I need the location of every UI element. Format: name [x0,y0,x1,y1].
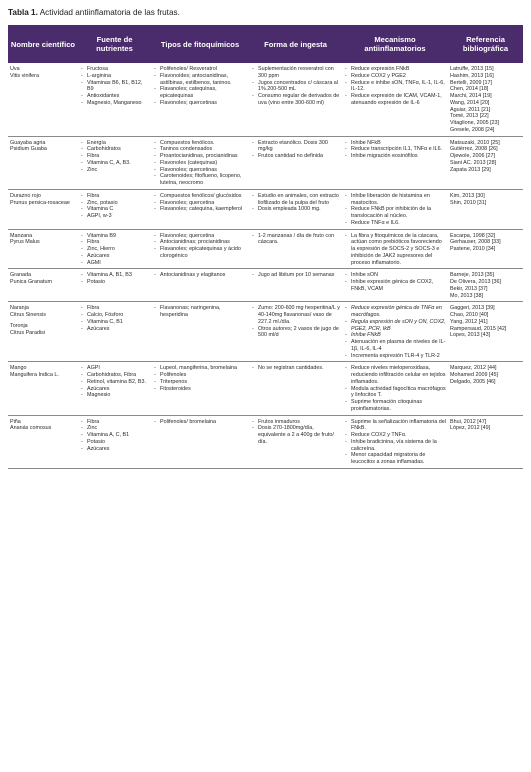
list-item: - Flavanonas; naringenina, hesperidina [153,305,247,319]
list-item: - Menor capacidad migratoria de leucocitos a zonas inflamadas. [344,452,446,466]
cell-scientific-name [8,269,78,302]
list-item: - Reduce COX2 y TNFα. [344,432,446,439]
header-mechanism: Mecanismo antiinflamatorios [342,25,448,63]
cell-references-list [450,305,521,339]
list-item: - Vitamina B9 [80,233,149,240]
cell-references-list [450,66,521,134]
table-row [8,415,523,468]
list-item: - Modula actividad fagocítica macrófagos y linfocitos T. [344,386,446,400]
cell-references-list [450,365,521,385]
cell-intake-list [251,193,340,213]
cell-intake-list [251,365,340,372]
table-row [8,63,523,136]
cell-nutrients [78,63,151,136]
cell-scientific-name-list [10,66,76,80]
cell-intake [249,229,342,269]
list-item: - Zinc [80,167,149,174]
list-item: - Reduce transcripción IL1, TNFα e IL6. [344,146,446,153]
list-item: - Consumo regular de derivados de uva (vino entre 300-600 ml) [251,93,340,107]
fruit-antiinflammatory-table [8,25,523,469]
list-item: - Reduce e inhibe sON, TNFα, IL-1, IL-6, IL-12. [344,80,446,94]
list-item: Wang, 2014 [20] [450,99,490,106]
list-item: Pastene, 2010 [34] [450,246,496,252]
list-item: - Jugo ad libitum por 10 semanas [251,272,340,279]
list-item: Shin, 2010 [31] [450,199,487,206]
list-item: Matsuzaki, 2010 [25] [450,139,500,146]
cell-intake [249,136,342,189]
list-item: Ananás comosus [10,425,52,432]
list-item: - Vitamina C, B1 [80,319,149,326]
cell-phytochemicals-list [153,233,247,260]
list-item: - Inhibe liberación de histamina en mastocitos. [344,193,446,207]
cell-intake-list [251,419,340,446]
list-item: Naranja [10,305,29,312]
cell-phytochemicals-list [153,305,247,319]
cell-intake [249,63,342,136]
cell-phytochemicals-list [153,419,247,426]
list-item: - Energía [80,140,149,147]
cell-intake-list [251,272,340,279]
list-item: - Retinol, vitamina B2, B3. [80,379,149,386]
list-item: Latruffe, 2013 [15] [450,66,494,72]
cell-nutrients-list [80,66,149,107]
list-item: Ojewole, 2006 [27] [450,153,495,159]
cell-mechanism-list [344,66,446,107]
list-item: - Carbohidratos [80,146,149,153]
list-item: - Polifenoles [153,372,247,379]
list-item: - Azúcares [80,446,149,453]
list-item: - Magnesio [80,392,149,399]
cell-nutrients [78,362,151,415]
list-item: Tomé, 2013 [22] [450,113,489,120]
list-item: Psidium Guaba [10,146,47,153]
list-item: Toronja [10,322,28,329]
table-row [8,229,523,269]
cell-nutrients-list [80,272,149,286]
list-item: - Lupeol, mangiferina, bromelaina [153,365,247,372]
cell-nutrients-list [80,305,149,332]
list-item: - Estudio en animales, con extracto liofilizado de la pulpa del fruto [251,193,340,207]
list-item: - Dosis empleada 1000 mg. [251,206,340,213]
cell-mechanism [342,415,448,468]
list-item: Pyrus Malus [10,239,40,246]
cell-references-list [450,272,521,299]
cell-mechanism [342,229,448,269]
cell-scientific-name-list [10,305,76,336]
list-item: - Compuestos fenólicos/ glucósidos [153,193,247,200]
list-item: - Inhibe FNkB [344,332,446,339]
list-item: - No se registran cantidades. [251,365,340,372]
table-row [8,189,523,229]
cell-scientific-name [8,415,78,468]
list-item: Yang, 2012 [41] [450,318,488,325]
list-item: Mohamed 2009 [45] [450,372,498,378]
cell-references-list [450,419,521,433]
list-item: - Calcio, Fósforo [80,312,149,319]
list-item: Gutiérrez, 2008 [26] [450,146,498,153]
cell-phytochemicals-list [153,193,247,213]
list-item: - Flavonoles; quercetina [153,200,247,207]
cell-phytochemicals [151,229,249,269]
header-reference: Referencia bibliográfica [448,25,523,63]
table-caption [8,8,180,17]
cell-mechanism-list [344,193,446,227]
list-item: Chao, 2010 [40] [450,312,489,318]
cell-references [448,302,523,362]
list-item: Bertelli, 2009 [17] [450,79,492,86]
cell-mechanism-list [344,233,446,267]
cell-intake [249,415,342,468]
cell-scientific-name-list [10,419,76,433]
list-item: - Vitamina C [80,206,149,213]
list-item: Piña [10,418,21,425]
list-item: - Zumo: 200-600 mg hesperitina/L y 40-140mg flavanonas/ vaso de 227.2 ml./día. [251,305,340,325]
cell-mechanism-list [344,272,446,292]
cell-mechanism [342,189,448,229]
list-item: Aguiar, 2011 [21] [450,106,491,113]
list-item: - Zinc, Hierro [80,246,149,253]
list-item: - Inhibe expresión génica de COX2, FNkB, VCAM [344,279,446,293]
cell-references [448,189,523,229]
cell-intake [249,269,342,302]
list-item: - Reduce niveles mieloperoxidasa, reduciendo infiltración celular en tejidos inflamados. [344,365,446,385]
cell-mechanism-list [344,365,446,412]
list-item: Citrus Paradisi [10,329,46,336]
cell-scientific-name [8,229,78,269]
cell-references-list [450,140,521,174]
list-item: - Jugos concentrados c/ cáscara al 1%.200-500 mL [251,80,340,94]
header-phytochemical-types: Tipos de fitoquímicos [151,25,249,63]
list-item: - Reduce FNkB por inhibición de la translocación al núcleo. [344,206,446,220]
list-item: - Frutos cantidad no definida [251,153,340,160]
list-item: Marchi, 2014 [19] [450,93,492,99]
list-item: - Azúcares [80,386,149,393]
cell-intake-list [251,233,340,247]
list-item: Lopes, 2013 [43] [450,332,491,339]
cell-mechanism [342,302,448,362]
list-item: - Reduce expresión de ICAM, VCAM-1, atenuando expresión de IL-6 [344,93,446,107]
list-item: Marquez, 2012 [44] [450,365,497,372]
cell-nutrients-list [80,140,149,174]
list-item: - Fitosteroides [153,386,247,393]
cell-references [448,415,523,468]
table-row [8,302,523,362]
list-item: - Reduce COX2 y PGE2 [344,73,446,80]
cell-nutrients [78,302,151,362]
list-item: Granada [10,272,31,279]
list-item: - Regula expresión de sON y ON, COX2, PGE2, PCR, IkB [344,319,446,333]
cell-phytochemicals-list [153,365,247,392]
cell-mechanism [342,362,448,415]
list-item: - Suplementación resveratrol con 300 ppm [251,66,340,80]
list-item: Gaggeri, 2013 [39] [450,305,495,312]
list-item: Rampersaud, 2015 [42] [450,325,507,332]
cell-phytochemicals-list [153,140,247,187]
list-item: Gresele, 2008 [24] [450,126,495,133]
cell-intake-list [251,305,340,339]
list-item: - Potasio [80,279,149,286]
cell-intake-list [251,140,340,160]
list-item: - AGPI, w-3 [80,213,149,220]
list-item: - Triterpenos [153,379,247,386]
header-row [8,25,523,63]
cell-references [448,136,523,189]
cell-nutrients [78,189,151,229]
list-item: Prunus persica-rosaceae [10,199,70,206]
cell-mechanism-list [344,305,446,359]
table-row [8,362,523,415]
list-item: - Taninos condensados [153,146,247,153]
cell-references [448,269,523,302]
header-intake-form: Forma de ingesta [249,25,342,63]
list-item: - Carbohidratos, Fibra [80,372,149,379]
cell-phytochemicals-list [153,272,247,279]
table-row [8,136,523,189]
list-item: - Incrementa expresión TLR-4 y TLR-2 [344,353,446,360]
list-item: - Magnesio, Manganeso [80,100,149,107]
list-item: - La fibra y fitoquímicos de la cáscara, actúan como prebióticos favoreciendo la expresión de SOCS-2 y SOCS-3 e inhibición de JAK2 supresores del proceso inflamatorio. [344,233,446,267]
cell-scientific-name-list [10,272,76,286]
cell-intake [249,189,342,229]
list-item: - Fibra [80,239,149,246]
list-item: - Proantocianidinas, procianidinas [153,153,247,160]
list-item: Vitaglione, 2005 [23] [450,120,500,126]
list-item: - Reduce expresión génica de TNFα en macrófagos. [344,305,446,319]
cell-nutrients-list [80,419,149,453]
list-item: - Suprime formación citoquinas proinflamatorias. [344,399,446,413]
list-item: - Antocianidinas; procianidinas [153,239,247,246]
list-item: - Inhibe migración eosinófilos [344,153,446,160]
cell-references [448,63,523,136]
cell-scientific-name [8,189,78,229]
list-item: - AGMI [80,260,149,267]
list-item: Delgado, 2005 [46] [450,378,496,385]
list-item: Guayaba agria [10,139,46,146]
cell-phytochemicals [151,269,249,302]
list-item: - Dosis 270-1800mg/día, equivalente a 2 a 400g de fruto/ día. [251,425,340,445]
cell-phytochemicals [151,63,249,136]
list-item: Vitis vinifera [10,72,39,79]
list-item: - Flavonoides; antocianidinas, astilbinas, estilbenos, taninos. [153,73,247,87]
list-item: Hashim, 2013 [16] [450,72,494,79]
cell-scientific-name [8,362,78,415]
list-item: - Flavonoles; quercetina [153,233,247,240]
cell-references-list [450,193,521,207]
list-item: - Inhibe NFkB [344,140,446,147]
list-item: - Fibra [80,193,149,200]
list-item: - Vitamina A, C, B1 [80,432,149,439]
list-item: - Carotenoides; fitoflueno, licopeno, luteína, neocromo [153,173,247,187]
list-item: - Atenuación en plasma de niveles de IL-1β, IL-6, IL-4 [344,339,446,353]
cell-scientific-name-list [10,233,76,247]
table-body [8,63,523,468]
list-item: Kim, 2013 [30] [450,192,485,199]
cell-nutrients-list [80,233,149,267]
cell-phytochemicals [151,136,249,189]
list-item: Bekir, 2013 [37] [450,285,488,292]
cell-scientific-name [8,302,78,362]
list-item: - Vitamina A, B1, B3 [80,272,149,279]
list-item: - Flavanoles; catequinas, epicatequinas [153,86,247,100]
cell-nutrients [78,136,151,189]
list-item: - Reduce TNFα e IL6. [344,220,446,227]
list-item: - L-arginina [80,73,149,80]
list-item: - Reduce expresión FNkB [344,66,446,73]
caption-label: Tabla 1. [8,8,38,17]
cell-nutrients-list [80,365,149,399]
list-item: - Extracto etanólico. Dosis 300 mg/kg [251,140,340,154]
list-item: Chen, 2014 [18] [450,86,489,93]
cell-mechanism [342,63,448,136]
list-item: - Fibra [80,419,149,426]
list-item: - Frutos inmaduros [251,419,340,426]
list-item: - Suprime la señalización inflamatoria del FNkB. [344,419,446,433]
cell-nutrients-list [80,193,149,220]
header-nutrient-source: Fuente de nutrientes [78,25,151,63]
list-item: - Zinc, potasio [80,200,149,207]
list-item: - AGPI [80,365,149,372]
list-item: López, 2012 [49] [450,425,491,432]
list-item: Zapata 2013 [29] [450,166,491,173]
cell-scientific-name-list [10,140,76,154]
cell-nutrients [78,269,151,302]
list-item: - Polifenoles/ Resveratrol [153,66,247,73]
list-item: - Vitaminas B6, B1, B12, B9 [80,80,149,94]
list-item: Bhui, 2012 [47] [450,418,487,425]
cell-scientific-name-list [10,365,76,379]
cell-mechanism-list [344,419,446,466]
cell-mechanism-list [344,140,446,160]
cell-references [448,362,523,415]
list-item: Uva [10,66,20,72]
list-item: - Flavanoles; catequina, kaempferol [153,206,247,213]
list-item: - Antioxidantes [80,93,149,100]
cell-references-list [450,233,521,253]
list-item: - Compuestos fenólicos. [153,140,247,147]
cell-nutrients [78,229,151,269]
list-item: Siani AC. 2013 [28] [450,159,497,166]
list-item: Mango [10,365,27,372]
list-item: Gerhauser, 2008 [33] [450,239,501,246]
list-item: - Flavonoles (catequinas) [153,160,247,167]
cell-intake [249,302,342,362]
list-item: - Inhibe sON [344,272,446,279]
list-item: - Azúcares [80,253,149,260]
list-item: - Fibra [80,305,149,312]
list-item: - Flavonoles; quercetinas [153,167,247,174]
cell-scientific-name [8,63,78,136]
caption-text: Actividad antiinflamatoria de las frutas. [37,8,180,17]
cell-mechanism [342,269,448,302]
cell-intake [249,362,342,415]
list-item: - Potasio [80,439,149,446]
list-item: Punica Granatum [10,279,52,285]
list-item: - Vitamina C, A, B3. [80,160,149,167]
cell-phytochemicals [151,362,249,415]
cell-phytochemicals [151,189,249,229]
cell-phytochemicals [151,415,249,468]
list-item: Citrus Sinensis [10,312,46,318]
cell-scientific-name-list [10,193,76,207]
cell-phytochemicals-list [153,66,247,107]
list-item: - Antocianidinas y elagitanos [153,272,247,279]
list-item: Escarpa, 1998 [32] [450,232,496,239]
list-item: - Otros autores; 2 vasos de jugo de 500 ml/d [251,326,340,340]
list-item: De Olivera, 2013 [36] [450,279,501,285]
list-item: Manzana [10,232,33,239]
list-item: - Flavonoles; quercetinas [153,100,247,107]
cell-mechanism [342,136,448,189]
cell-nutrients [78,415,151,468]
list-item: Mo, 2013 [38] [450,292,483,299]
list-item: - Polifenoles/ bromelaina [153,419,247,426]
cell-phytochemicals [151,302,249,362]
cell-scientific-name [8,136,78,189]
list-item: - Inhibe bradicinina, vía sistema de la calicreína. [344,439,446,453]
list-item: - Fructosa [80,66,149,73]
table-row [8,269,523,302]
list-item: Barneje, 2013 [35] [450,272,495,279]
list-item: - Flavanoles; epicatequinas y ácido clorogénico [153,246,247,260]
list-item: Manguifera Indica L. [10,372,59,378]
list-item: Durazno rojo [10,192,41,199]
list-item: - Zinc [80,425,149,432]
list-item: - Fibra [80,153,149,160]
cell-intake-list [251,66,340,107]
cell-references [448,229,523,269]
header-scientific-name: Nombre científico [8,25,78,63]
list-item: - Azúcares [80,326,149,333]
list-item: - 1-2 manzanas / día de fruto con cáscara. [251,233,340,247]
